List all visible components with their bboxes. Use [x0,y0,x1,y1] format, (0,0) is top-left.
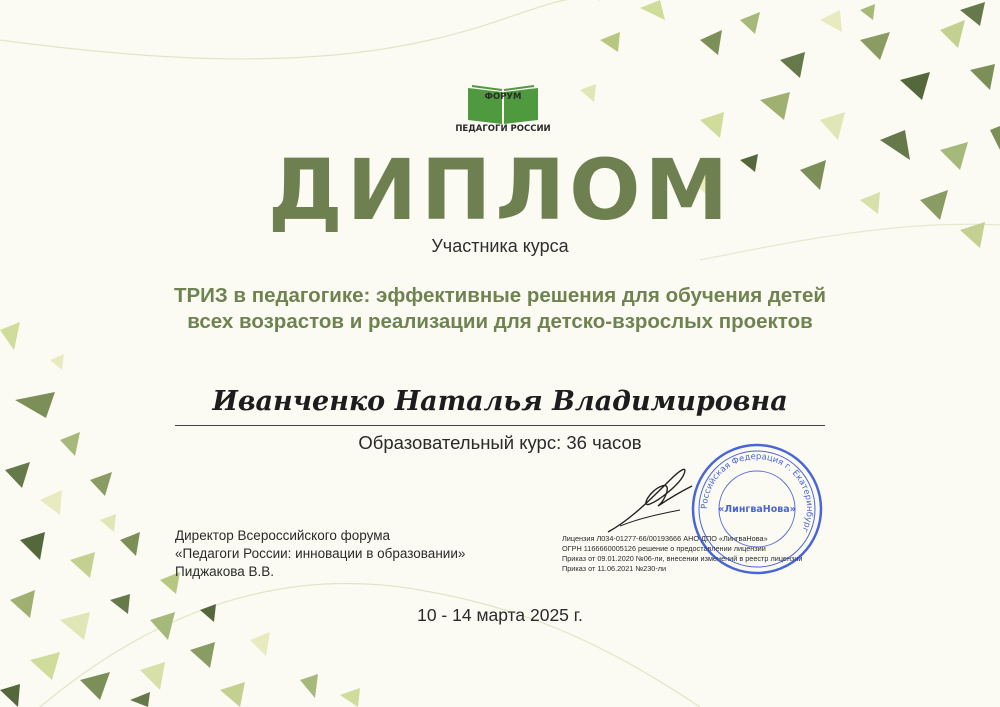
license-line-2: ОГРН 1166660005126 решение о предоставлении лицензии [562,544,766,553]
course-title-line-1: ТРИЗ в педагогике: эффективные решения для обучения детей [173,284,827,307]
director-title: Директор Всероссийского форума [175,528,390,543]
director-name: Пиджакова В.В. [175,564,275,579]
logo-top-text: ФОРУМ [484,92,522,102]
diploma-title: ДИПЛОМ [267,141,733,239]
participant-name: Иванченко Наталья Владимировна [212,386,788,417]
director-organization: «Педагоги России: инновации в образовании» [175,546,466,561]
svg-text:Российская Федерация г. Екатер [700,452,814,534]
course-title-line-2: всех возрастов и реализации для детско-взрослых проектов [187,310,813,333]
license-line-4: Приказ от 11.06.2021 №230-ли [562,564,667,573]
course-dates: 10 - 14 марта 2025 г. [417,605,583,625]
confetti-left [0,322,360,707]
forum-logo [455,82,551,140]
signature [600,460,700,540]
organization-seal [690,442,824,576]
license-line-3: Приказ от 09.01.2020 №06-ли, внесении изменений в реестр лицензий [562,554,803,563]
diploma-subtitle: Участника курса [431,236,569,256]
name-underline [175,425,825,426]
course-hours: Образовательный курс: 36 часов [358,432,642,453]
license-line-1: Лицензия Л034-01277-66/00193666 АНО ДПО «ЛингваНова» [562,534,768,543]
director-block [175,527,555,581]
course-title [120,283,880,335]
seal-ring-text: Российская Федерация г. Екатеринбург [699,451,815,534]
seal-center-text: «ЛингваНова» [718,504,796,515]
logo-bottom-text: ПЕДАГОГИ РОССИИ [455,124,551,134]
